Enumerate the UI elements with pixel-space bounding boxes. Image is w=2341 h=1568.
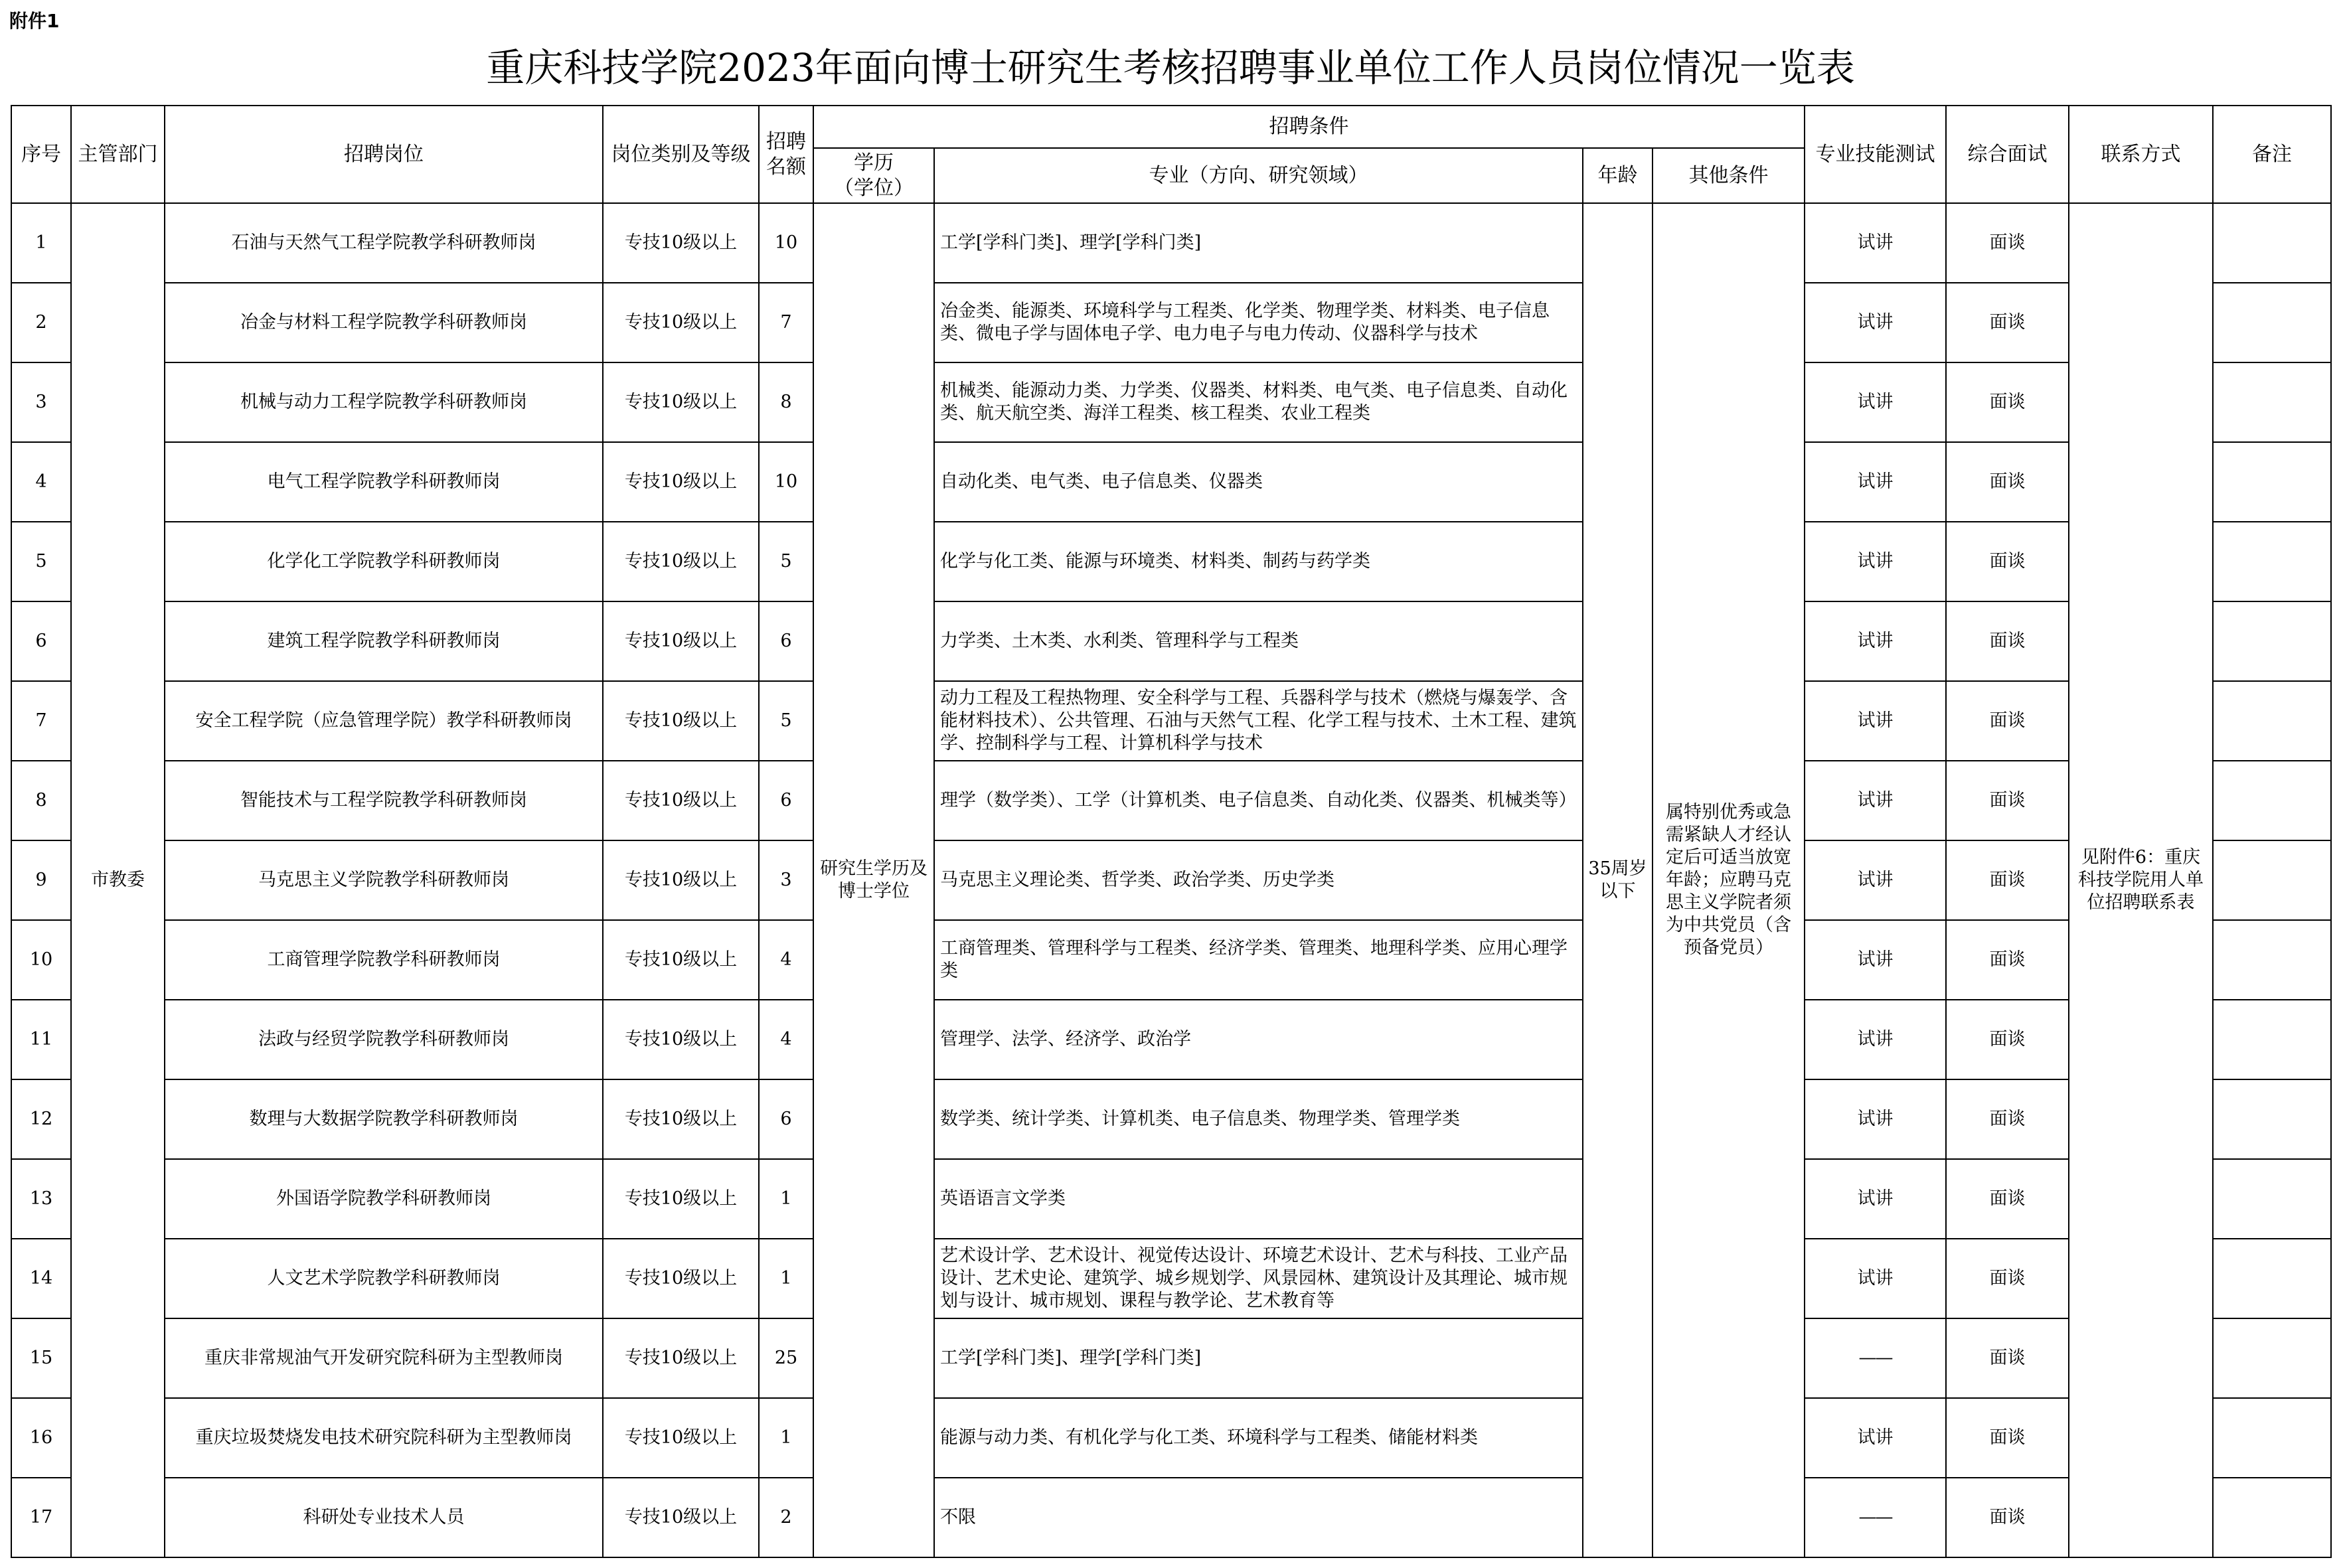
interview-cell: 面谈 — [1946, 681, 2069, 761]
interview-cell: 面谈 — [1946, 522, 2069, 601]
skill-test-cell: 试讲 — [1805, 1000, 1946, 1079]
remarks-cell — [2213, 601, 2331, 681]
category-cell: 专技10级以上 — [603, 1398, 759, 1478]
header-index: 序号 — [11, 106, 71, 203]
header-quota-line2: 名额 — [766, 155, 806, 179]
skill-test-cell: 试讲 — [1805, 1159, 1946, 1239]
position-cell: 化学化工学院教学科研教师岗 — [165, 522, 603, 601]
header-remarks: 备注 — [2213, 106, 2331, 203]
quota-cell: 1 — [759, 1239, 813, 1318]
quota-cell: 10 — [759, 442, 813, 522]
quota-cell: 5 — [759, 681, 813, 761]
positions-table — [11, 105, 2332, 1558]
other-conditions-cell: 属特别优秀或急需紧缺人才经认定后可适当放宽年龄；应聘马克思主义学院者须为中共党员（含预备党员） — [1653, 203, 1805, 1557]
table-row — [11, 442, 2331, 522]
quota-cell: 7 — [759, 283, 813, 362]
skill-test-cell: 试讲 — [1805, 442, 1946, 522]
skill-test-cell: 试讲 — [1805, 601, 1946, 681]
table-row — [11, 840, 2331, 920]
interview-cell: 面谈 — [1946, 362, 2069, 442]
position-cell: 建筑工程学院教学科研教师岗 — [165, 601, 603, 681]
header-age: 年龄 — [1583, 148, 1653, 203]
interview-cell: 面谈 — [1946, 283, 2069, 362]
row-index: 10 — [11, 920, 71, 1000]
quota-cell: 3 — [759, 840, 813, 920]
category-cell: 专技10级以上 — [603, 283, 759, 362]
category-cell: 专技10级以上 — [603, 1159, 759, 1239]
major-cell: 化学与化工类、能源与环境类、材料类、制药与药学类 — [934, 522, 1583, 601]
table-row — [11, 283, 2331, 362]
interview-cell: 面谈 — [1946, 442, 2069, 522]
header-education-line1: 学历 — [854, 151, 894, 175]
header-quota-line1: 招聘 — [766, 129, 806, 153]
interview-cell: 面谈 — [1946, 203, 2069, 283]
remarks-cell — [2213, 283, 2331, 362]
major-cell: 动力工程及工程热物理、安全科学与工程、兵器科学与技术（燃烧与爆轰学、含能材料技术）、公共管理、石油与天然气工程、化学工程与技术、土木工程、建筑学、控制科学与工程、计算机科学与技术 — [934, 681, 1583, 761]
quota-cell: 6 — [759, 761, 813, 840]
remarks-cell — [2213, 1079, 2331, 1159]
category-cell: 专技10级以上 — [603, 1000, 759, 1079]
quota-cell: 1 — [759, 1398, 813, 1478]
remarks-cell — [2213, 1318, 2331, 1398]
row-index: 6 — [11, 601, 71, 681]
category-cell: 专技10级以上 — [603, 681, 759, 761]
position-cell: 马克思主义学院教学科研教师岗 — [165, 840, 603, 920]
quota-cell: 4 — [759, 1000, 813, 1079]
interview-cell: 面谈 — [1946, 1000, 2069, 1079]
position-cell: 安全工程学院（应急管理学院）教学科研教师岗 — [165, 681, 603, 761]
quota-cell: 1 — [759, 1159, 813, 1239]
header-position: 招聘岗位 — [165, 106, 603, 203]
category-cell: 专技10级以上 — [603, 761, 759, 840]
table-row — [11, 920, 2331, 1000]
interview-cell: 面谈 — [1946, 1318, 2069, 1398]
header-conditions: 招聘条件 — [813, 106, 1805, 148]
major-cell: 冶金类、能源类、环境科学与工程类、化学类、物理学类、材料类、电子信息类、微电子学与固体电子学、电力电子与电力传动、仪器科学与技术 — [934, 283, 1583, 362]
quota-cell: 8 — [759, 362, 813, 442]
header-interview: 综合面试 — [1946, 106, 2069, 203]
age-cell — [1583, 203, 1653, 1557]
row-index: 2 — [11, 283, 71, 362]
department-cell: 市教委 — [71, 203, 165, 1557]
education-line1: 研究生学历及 — [820, 858, 928, 879]
interview-cell: 面谈 — [1946, 840, 2069, 920]
quota-cell: 6 — [759, 601, 813, 681]
row-index: 16 — [11, 1398, 71, 1478]
position-cell: 冶金与材料工程学院教学科研教师岗 — [165, 283, 603, 362]
remarks-cell — [2213, 442, 2331, 522]
table-row — [11, 601, 2331, 681]
major-cell: 管理学、法学、经济学、政治学 — [934, 1000, 1583, 1079]
remarks-cell — [2213, 840, 2331, 920]
row-index: 1 — [11, 203, 71, 283]
header-skill-test: 专业技能测试 — [1805, 106, 1946, 203]
header-row-1 — [11, 106, 2331, 148]
major-cell: 数学类、统计学类、计算机类、电子信息类、物理学类、管理学类 — [934, 1079, 1583, 1159]
skill-test-cell: 试讲 — [1805, 203, 1946, 283]
position-cell: 工商管理学院教学科研教师岗 — [165, 920, 603, 1000]
table-row — [11, 1079, 2331, 1159]
category-cell: 专技10级以上 — [603, 1239, 759, 1318]
position-cell: 外国语学院教学科研教师岗 — [165, 1159, 603, 1239]
position-cell: 机械与动力工程学院教学科研教师岗 — [165, 362, 603, 442]
major-cell: 能源与动力类、有机化学与化工类、环境科学与工程类、储能材料类 — [934, 1398, 1583, 1478]
skill-test-cell: 试讲 — [1805, 761, 1946, 840]
row-index: 11 — [11, 1000, 71, 1079]
major-cell: 不限 — [934, 1478, 1583, 1557]
age-line2: 以下 — [1599, 881, 1636, 902]
interview-cell: 面谈 — [1946, 1239, 2069, 1318]
skill-test-cell: 试讲 — [1805, 681, 1946, 761]
major-cell: 机械类、能源动力类、力学类、仪器类、材料类、电气类、电子信息类、自动化类、航天航空类、海洋工程类、核工程类、农业工程类 — [934, 362, 1583, 442]
row-index: 9 — [11, 840, 71, 920]
category-cell: 专技10级以上 — [603, 203, 759, 283]
position-cell: 重庆非常规油气开发研究院科研为主型教师岗 — [165, 1318, 603, 1398]
page-title: 重庆科技学院2023年面向博士研究生考核招聘事业单位工作人员岗位情况一览表 — [486, 45, 1855, 90]
skill-test-cell: 试讲 — [1805, 522, 1946, 601]
row-index: 15 — [11, 1318, 71, 1398]
position-cell: 人文艺术学院教学科研教师岗 — [165, 1239, 603, 1318]
skill-test-cell: 试讲 — [1805, 1079, 1946, 1159]
position-cell: 科研处专业技术人员 — [165, 1478, 603, 1557]
quota-cell: 10 — [759, 203, 813, 283]
education-cell — [813, 203, 934, 1557]
row-index: 7 — [11, 681, 71, 761]
skill-test-cell: 试讲 — [1805, 283, 1946, 362]
skill-test-cell: —— — [1805, 1478, 1946, 1557]
table-row — [11, 681, 2331, 761]
header-other: 其他条件 — [1653, 148, 1805, 203]
interview-cell: 面谈 — [1946, 1159, 2069, 1239]
skill-test-cell: 试讲 — [1805, 362, 1946, 442]
position-cell: 石油与天然气工程学院教学科研教师岗 — [165, 203, 603, 283]
table-row — [11, 362, 2331, 442]
category-cell: 专技10级以上 — [603, 1079, 759, 1159]
category-cell: 专技10级以上 — [603, 442, 759, 522]
category-cell: 专技10级以上 — [603, 920, 759, 1000]
row-index: 3 — [11, 362, 71, 442]
row-index: 12 — [11, 1079, 71, 1159]
header-education-line2: （学位） — [834, 176, 914, 200]
remarks-cell — [2213, 1478, 2331, 1557]
row-index: 13 — [11, 1159, 71, 1239]
education-line2: 博士学位 — [838, 881, 910, 902]
age-line1: 35周岁 — [1588, 858, 1647, 879]
row-index: 17 — [11, 1478, 71, 1557]
row-index: 14 — [11, 1239, 71, 1318]
major-cell: 力学类、土木类、水利类、管理科学与工程类 — [934, 601, 1583, 681]
major-cell: 英语语言文学类 — [934, 1159, 1583, 1239]
remarks-cell — [2213, 1000, 2331, 1079]
major-cell: 艺术设计学、艺术设计、视觉传达设计、环境艺术设计、艺术与科技、工业产品设计、艺术史论、建筑学、城乡规划学、风景园林、建筑设计及其理论、城市规划与设计、城市规划、课程与教学论、艺术教育等 — [934, 1239, 1583, 1318]
major-cell: 马克思主义理论类、哲学类、政治学类、历史学类 — [934, 840, 1583, 920]
remarks-cell — [2213, 362, 2331, 442]
interview-cell: 面谈 — [1946, 601, 2069, 681]
table-row — [11, 761, 2331, 840]
header-department: 主管部门 — [71, 106, 165, 203]
major-cell: 自动化类、电气类、电子信息类、仪器类 — [934, 442, 1583, 522]
major-cell: 工学[学科门类]、理学[学科门类] — [934, 1318, 1583, 1398]
position-cell: 法政与经贸学院教学科研教师岗 — [165, 1000, 603, 1079]
skill-test-cell: —— — [1805, 1318, 1946, 1398]
remarks-cell — [2213, 761, 2331, 840]
table-row — [11, 1318, 2331, 1398]
position-cell: 智能技术与工程学院教学科研教师岗 — [165, 761, 603, 840]
quota-cell: 4 — [759, 920, 813, 1000]
position-cell: 电气工程学院教学科研教师岗 — [165, 442, 603, 522]
position-cell: 数理与大数据学院教学科研教师岗 — [165, 1079, 603, 1159]
position-cell: 重庆垃圾焚烧发电技术研究院科研为主型教师岗 — [165, 1398, 603, 1478]
skill-test-cell: 试讲 — [1805, 1239, 1946, 1318]
skill-test-cell: 试讲 — [1805, 920, 1946, 1000]
table-row — [11, 1000, 2331, 1079]
major-cell: 工商管理类、管理科学与工程类、经济学类、管理类、地理科学类、应用心理学类 — [934, 920, 1583, 1000]
quota-cell: 2 — [759, 1478, 813, 1557]
row-index: 8 — [11, 761, 71, 840]
major-cell: 工学[学科门类]、理学[学科门类] — [934, 203, 1583, 283]
remarks-cell — [2213, 681, 2331, 761]
skill-test-cell: 试讲 — [1805, 1398, 1946, 1478]
header-major: 专业（方向、研究领域） — [934, 148, 1583, 203]
header-contact: 联系方式 — [2069, 106, 2213, 203]
category-cell: 专技10级以上 — [603, 840, 759, 920]
contact-cell: 见附件6：重庆科技学院用人单位招聘联系表 — [2069, 203, 2213, 1557]
quota-cell: 25 — [759, 1318, 813, 1398]
skill-test-cell: 试讲 — [1805, 840, 1946, 920]
category-cell: 专技10级以上 — [603, 601, 759, 681]
attachment-label: 附件1 — [9, 10, 60, 32]
interview-cell: 面谈 — [1946, 1398, 2069, 1478]
remarks-cell — [2213, 920, 2331, 1000]
header-category: 岗位类别及等级 — [603, 106, 759, 203]
interview-cell: 面谈 — [1946, 1478, 2069, 1557]
quota-cell: 6 — [759, 1079, 813, 1159]
row-index: 4 — [11, 442, 71, 522]
category-cell: 专技10级以上 — [603, 522, 759, 601]
header-quota — [759, 106, 813, 203]
table-row — [11, 522, 2331, 601]
major-cell: 理学（数学类）、工学（计算机类、电子信息类、自动化类、仪器类、机械类等） — [934, 761, 1583, 840]
table-row — [11, 1159, 2331, 1239]
table-row — [11, 203, 2331, 283]
table-row — [11, 1398, 2331, 1478]
remarks-cell — [2213, 1398, 2331, 1478]
category-cell: 专技10级以上 — [603, 1478, 759, 1557]
interview-cell: 面谈 — [1946, 1079, 2069, 1159]
table-row — [11, 1239, 2331, 1318]
header-education — [813, 148, 934, 203]
remarks-cell — [2213, 203, 2331, 283]
interview-cell: 面谈 — [1946, 920, 2069, 1000]
remarks-cell — [2213, 1239, 2331, 1318]
table-row — [11, 1478, 2331, 1557]
remarks-cell — [2213, 1159, 2331, 1239]
quota-cell: 5 — [759, 522, 813, 601]
row-index: 5 — [11, 522, 71, 601]
category-cell: 专技10级以上 — [603, 362, 759, 442]
interview-cell: 面谈 — [1946, 761, 2069, 840]
category-cell: 专技10级以上 — [603, 1318, 759, 1398]
remarks-cell — [2213, 522, 2331, 601]
